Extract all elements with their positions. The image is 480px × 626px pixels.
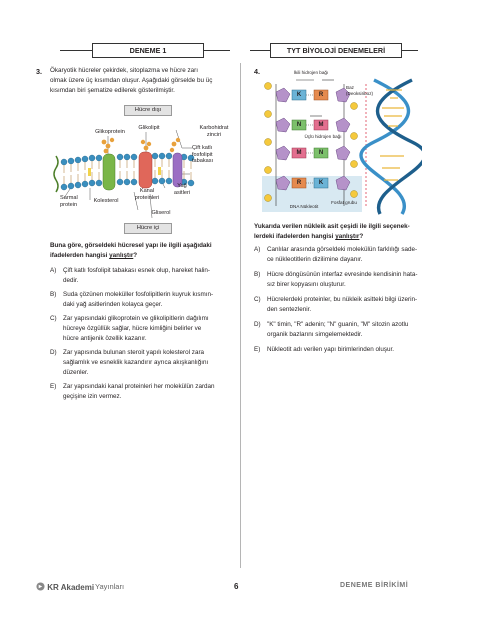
label-glycolipid: Glikolipit — [138, 125, 160, 131]
base-letter: K — [296, 92, 302, 98]
label-triple-h-bond: Üçlü hidrojen bağı — [304, 134, 342, 139]
base-letter: K — [318, 180, 324, 186]
option-text: daki yağ asitlerinden kolayca geçer. — [63, 301, 163, 309]
dna-diagram — [262, 76, 422, 216]
option-letter: E) — [50, 383, 57, 390]
option-letter: C) — [254, 296, 261, 303]
label-fatty-acids: Yağ asitleri — [173, 183, 191, 196]
option-text: Hücrelerdeki proteinler, bu nükleik asitteki bilgi üzerin- — [267, 296, 418, 303]
option-text: Zar yapısındaki glikoprotein ve glikolipitlerin dağılımı — [63, 315, 209, 322]
label-double-h-bond: İkili hidrojen bağı — [293, 70, 329, 75]
q3-number: 3. — [36, 67, 42, 76]
base-letter: R — [296, 180, 302, 186]
option-letter: C) — [50, 315, 57, 322]
label-phosphate-group: Fosfat grubu — [331, 200, 357, 205]
outside-cell-label: Hücre dışı — [124, 105, 172, 116]
option-text: Nükleotit adı verilen yapı birimlerinden oluşur. — [267, 346, 395, 353]
option-text: Suda çözünen moleküller fosfolipitlerin kuyruk kısmın- — [63, 291, 214, 298]
column-divider — [240, 63, 241, 568]
label-dna-nucleotide: DNA Nükleotit — [289, 204, 319, 209]
base-letter: M — [318, 122, 324, 128]
option-letter: D) — [50, 349, 57, 356]
q3-option-e[interactable] — [50, 382, 238, 403]
label-helical-protein: Sarmal protein — [60, 195, 78, 208]
option-text: düzenler. — [63, 369, 89, 377]
option-text: ce nükleotitlerin dizilimine dayanır. — [267, 256, 363, 264]
label-glycerol: Gliserol — [151, 210, 171, 216]
option-text: Canlılar arasında görseldeki molekülün farklılığı sade- — [267, 246, 418, 253]
option-text: sız birer kopyasını oluşturur. — [267, 281, 346, 289]
publisher-label: Yayınları — [95, 582, 125, 591]
footer-brand-mark: DENEME BİRİKİMİ — [340, 582, 409, 589]
option-text: den sentezlenir. — [267, 306, 312, 314]
label-cholesterol: Kolesterol — [93, 198, 119, 204]
q4-number: 4. — [254, 67, 260, 76]
page-number: 6 — [234, 582, 239, 591]
option-text: dedir. — [63, 277, 79, 285]
q3-intro-line: Ökaryotik hücreler çekirdek, sitoplazma ve hücre zarı — [50, 67, 199, 74]
q3-intro-line: olmak üzere üç kısımdan oluşur. Aşağıdaki görselde bu üç — [50, 77, 213, 85]
q4-stem-emphasis: yanlıştır — [335, 233, 360, 241]
q3-option-a[interactable] — [50, 266, 238, 287]
q3-intro-line: kısımdan biri şematize edilerek gösterilmiştir. — [50, 87, 175, 95]
base-letter: N — [318, 150, 324, 156]
q3-option-c[interactable] — [50, 314, 238, 345]
publisher-logo — [36, 582, 94, 592]
base-letter: M — [296, 150, 302, 156]
option-text: hücre antijenik özellik kazanır. — [63, 335, 147, 343]
q4-option-d[interactable] — [254, 320, 426, 341]
option-letter: B) — [254, 271, 261, 278]
header-left-title: DENEME 1 — [92, 43, 204, 58]
q3-stem-line2 — [50, 251, 238, 261]
base-letter: R — [318, 92, 324, 98]
q3-stem-emphasis: yanlıştır — [109, 252, 134, 260]
label-channel-proteins: Kanal proteinleri — [134, 188, 160, 201]
option-text: Hücre döngüsünün interfaz evresinde kendisinin hata- — [267, 271, 418, 278]
q4-stem-prefix: lerdeki ifadelerden hangisi — [254, 233, 336, 241]
label-base: Baz — [346, 85, 354, 90]
option-text: Çift katlı fosfolipit tabakası esnek olup, hareket halin- — [63, 267, 211, 274]
option-text: Zar yapısında bulunan steroit yapılı kolesterol zara — [63, 349, 205, 356]
label-glycoprotein: Glikoprotein — [95, 129, 125, 135]
q3-option-b[interactable] — [50, 290, 238, 311]
label-phospholipid-bilayer: Çift katlı fosfolipit tabakası — [192, 145, 214, 165]
q4-option-a[interactable] — [254, 245, 426, 266]
q4-stem-line1: Yukarıda verilen nükleik asit çeşidi ile ilgili seçenek- — [254, 223, 410, 230]
option-letter: A) — [50, 267, 57, 274]
option-text: "K" timin, "R" adenin; "N" guanin, "M" sitozin azotlu — [267, 321, 409, 328]
inside-cell-label: Hücre içi — [124, 223, 172, 234]
q4-option-c[interactable] — [254, 295, 426, 316]
q3-option-d[interactable] — [50, 348, 238, 379]
option-text: Zar yapısındaki kanal proteinleri her molekülün zardan — [63, 383, 215, 390]
publisher-emblem-icon — [36, 582, 45, 591]
option-letter: B) — [50, 291, 57, 298]
option-letter: A) — [254, 246, 261, 253]
label-carbohydrate-chain: Karbohidrat zinciri — [199, 125, 229, 138]
q3-intro — [50, 66, 235, 97]
option-text: geçişine izin vermez. — [63, 393, 122, 401]
base-letter: N — [296, 122, 302, 128]
option-text: organik bazlarını simgelemektedir. — [267, 331, 363, 339]
q3-stem-end: ? — [133, 252, 138, 260]
q3-stem-line1: Buna göre, görseldeki hücresel yapı ile ilgili aşağıdaki — [50, 242, 212, 249]
option-text: sağlamlık ve esneklik kazandırır ayrıca akışkanlığını — [63, 359, 209, 367]
header-right-title: TYT BİYOLOJİ DENEMELERİ — [270, 43, 402, 58]
q4-stem-line2 — [254, 232, 424, 242]
q4-option-b[interactable] — [254, 270, 426, 291]
label-deoxyribose: (Deoksiriboz) — [346, 91, 374, 96]
q4-option-e[interactable] — [254, 345, 426, 356]
q3-stem — [50, 241, 238, 261]
q4-stem-end: ? — [359, 233, 364, 241]
q4-stem — [254, 222, 424, 242]
publisher-name: KR Akademi — [47, 583, 95, 592]
option-text: hücreye özgüllük sağlar, hücre kimliğini belirler ve — [63, 325, 202, 333]
option-letter: D) — [254, 321, 261, 328]
option-letter: E) — [254, 346, 261, 353]
q3-stem-mid: ifadelerden hangisi — [50, 252, 110, 260]
